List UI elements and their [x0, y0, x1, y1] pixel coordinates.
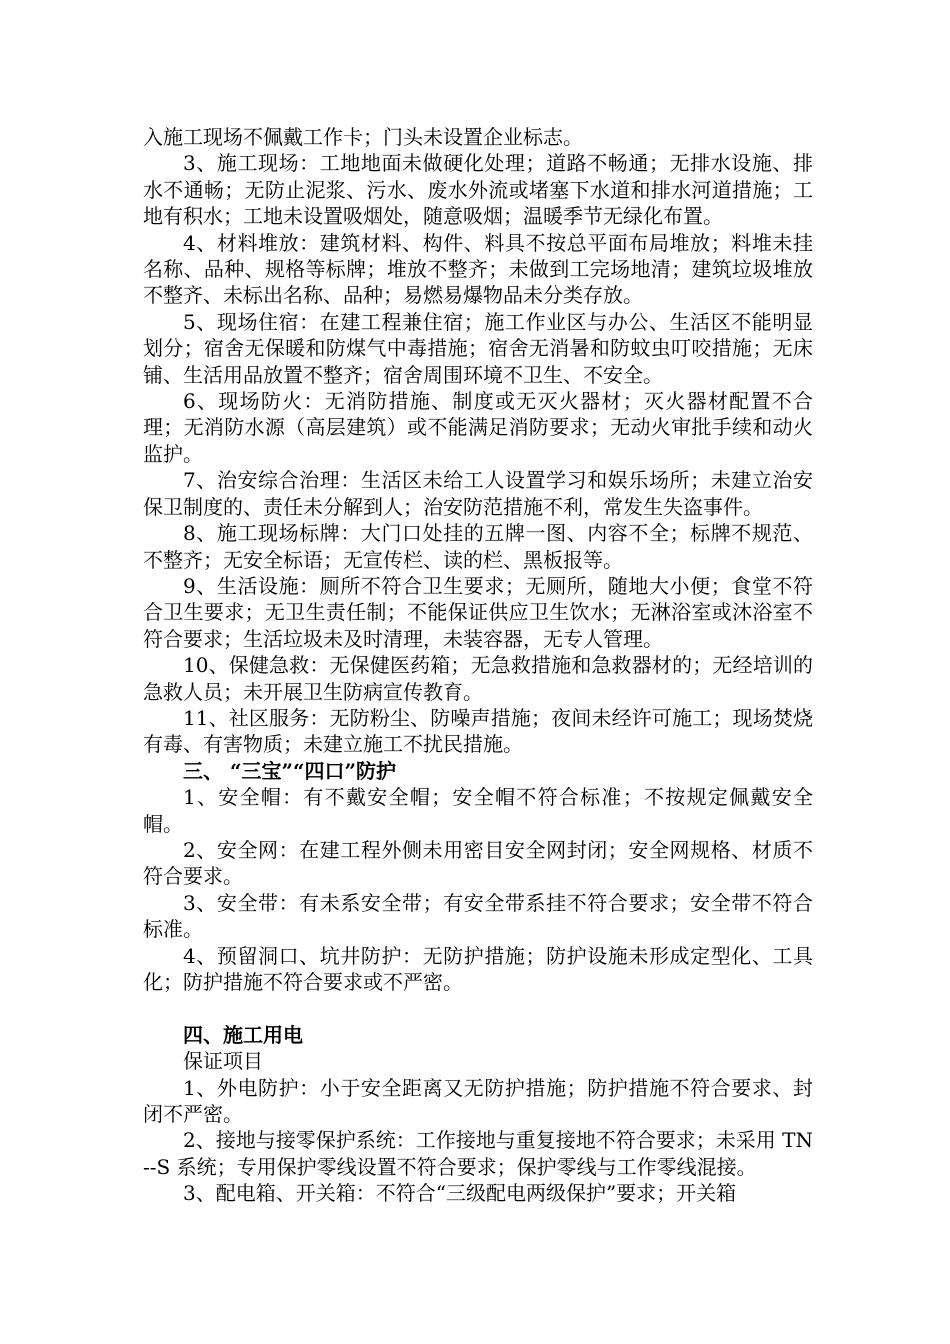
paragraph-living-facilities: 9、生活设施：厕所不符合卫生要求；无厕所，随地大小便；食堂不符合卫生要求；无卫生责任制；不能保证供应卫生饮水；无淋浴室或沐浴室不符合要求；生活垃圾未及时清理，未装容器，无专人管理。 [143, 573, 813, 651]
blank-line [143, 995, 813, 1021]
paragraph-public-security: 7、治安综合治理：生活区未给工人设置学习和娱乐场所；未建立治安保卫制度的、责任未分解到人；治安防范措施不利，常发生失盗事件。 [143, 468, 813, 519]
paragraph-site-accommodation: 5、现场住宿：在建工程兼住宿；施工作业区与办公、生活区不能明显划分；宿舍无保暖和防煤气中毒措施；宿舍无消暑和防蚊虫叮咬措施；无床铺、生活用品放置不整齐；宿舍周围环境不卫生、不安全。 [143, 309, 813, 387]
subheading-guarantee-items: 保证项目 [183, 1049, 263, 1074]
paragraph-safety-net: 2、安全网：在建工程外侧未用密目安全网封闭；安全网规格、材质不符合要求。 [143, 837, 813, 889]
paragraph-material-storage: 4、材料堆放：建筑材料、构件、料具不按总平面布局堆放；料堆未挂名称、品种、规格等标牌；堆放不整齐；未做到工完场地清；建筑垃圾堆放不整齐、未标出名称、品种；易燃易爆物品未分类存放。 [143, 230, 813, 308]
paragraph-external-power: 1、外电防护：小于安全距离又无防护措施；防护措施不符合要求、封闭不严密。 [143, 1075, 813, 1127]
paragraph-safety-helmet: 1、安全帽：有不戴安全帽；安全帽不符合标准；不按规定佩戴安全帽。 [143, 785, 813, 836]
paragraph-distribution-box: 3、配电箱、开关箱：不符合“三级配电两级保护”要求；开关箱 [183, 1181, 737, 1206]
document-page [143, 124, 813, 1207]
paragraph-fire-prevention: 6、现场防火：无消防措施、制度或无灭火器材；灭火器材配置不合理；无消防水源（高层建筑）或不能满足消防要求；无动火审批手续和动火监护。 [143, 389, 813, 466]
paragraph-continuation: 入施工现场不佩戴工作卡；门头未设置企业标志。 [143, 125, 583, 149]
section-heading-three-treasures: 三、 “三宝”“四口”防护 [183, 758, 396, 783]
paragraph-openings-protection: 4、预留洞口、坑井防护：无防护措施；防护设施未形成定型化、工具化；防护措施不符合要求或不严密。 [143, 943, 813, 994]
paragraph-first-aid: 10、保健急救：无保健医药箱；无急救措施和急救器材的；无经培训的急救人员；未开展卫生防病宣传教育。 [143, 653, 813, 704]
section-heading-electricity: 四、施工用电 [183, 1022, 303, 1047]
paragraph-site-signage: 8、施工现场标牌：大门口处挂的五牌一图、内容不全；标牌不规范、不整齐；无安全标语；无宣传栏、读的栏、黑板报等。 [143, 521, 813, 572]
paragraph-construction-site: 3、施工现场：工地地面未做硬化处理；道路不畅通；无排水设施、排水不通畅；无防止泥浆、污水、废水外流或堵塞下水道和排水河道措施；工地有积水；工地未设置吸烟处，随意吸烟；温暖季节无绿化布置。 [143, 151, 813, 229]
paragraph-grounding: 2、接地与接零保护系统：工作接地与重复接地不符合要求；未采用 TN--S 系统；专用保护零线设置不符合要求；保护零线与工作零线混接。 [143, 1128, 813, 1179]
paragraph-community-service: 11、社区服务：无防粉尘、防噪声措施；夜间未经许可施工；现场焚烧有毒、有害物质；未建立施工不扰民措施。 [143, 705, 813, 757]
paragraph-safety-belt: 3、安全带：有未系安全带；有安全带系挂不符合要求；安全带不符合标准。 [143, 890, 813, 942]
